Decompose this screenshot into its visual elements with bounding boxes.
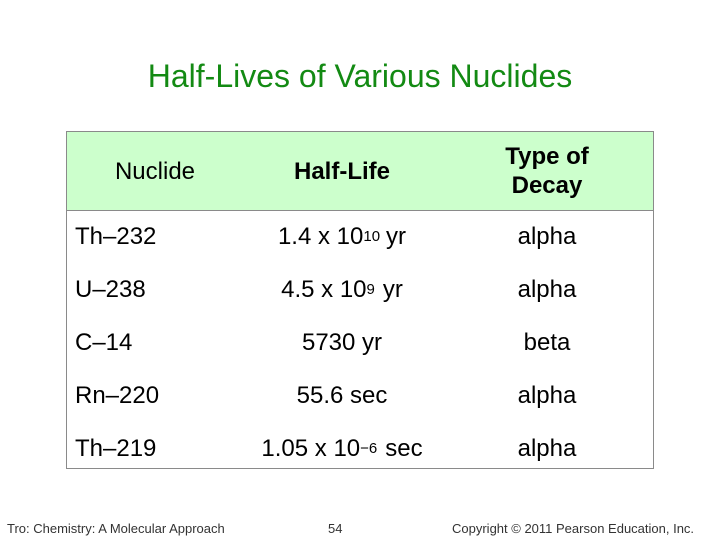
page-number: 54	[328, 521, 343, 536]
nuclide-cell: Th–219	[75, 434, 157, 462]
decay-cell: alpha	[517, 434, 577, 462]
half-life-base: 5730 yr	[301, 328, 383, 356]
header-type-of-decay	[441, 132, 653, 210]
nuclide-cell: C–14	[75, 328, 133, 356]
slide-title: Half-Lives of Various Nuclides	[147, 58, 573, 94]
half-life-unit: yr	[382, 275, 403, 303]
half-life-base: 4.5 x 10	[281, 275, 367, 303]
decay-cell: alpha	[517, 381, 577, 409]
table-row	[67, 263, 653, 316]
nuclide-cell: Rn–220	[75, 381, 160, 409]
half-life-base: 55.6 sec	[296, 381, 388, 409]
half-life-cell: 1.4 x 10 10 yr	[277, 222, 407, 250]
half-life-base: 1.4 x 10	[277, 222, 364, 250]
table-header	[67, 132, 653, 211]
table-row	[67, 422, 653, 475]
half-life-cell: 4.5 x 10 9 yr	[281, 275, 403, 303]
footer-source: Tro: Chemistry: A Molecular Approach	[7, 521, 225, 536]
half-life-cell	[243, 369, 441, 422]
decay-cell: alpha	[517, 275, 577, 303]
header-type-of-decay-label: Type of Decay	[505, 143, 589, 199]
decay-cell: beta	[523, 328, 571, 356]
half-life-cell: 1.05 x 10 −6 sec	[261, 434, 423, 462]
nuclide-cell: Th–232	[75, 222, 157, 250]
half-lives-table	[66, 131, 654, 469]
table-row	[67, 369, 653, 422]
half-life-unit: yr	[386, 222, 407, 250]
footer-copyright: Copyright © 2011 Pearson Education, Inc.	[452, 521, 695, 536]
header-half-life: Half-Life	[294, 157, 390, 185]
decay-cell: alpha	[517, 222, 577, 250]
half-life-cell	[243, 316, 441, 369]
table-row	[67, 316, 653, 369]
table-row	[67, 210, 653, 263]
half-life-unit: sec	[385, 434, 423, 462]
half-life-base: 1.05 x 10	[261, 434, 361, 462]
nuclide-cell: U–238	[75, 275, 146, 303]
header-nuclide: Nuclide	[114, 157, 196, 185]
